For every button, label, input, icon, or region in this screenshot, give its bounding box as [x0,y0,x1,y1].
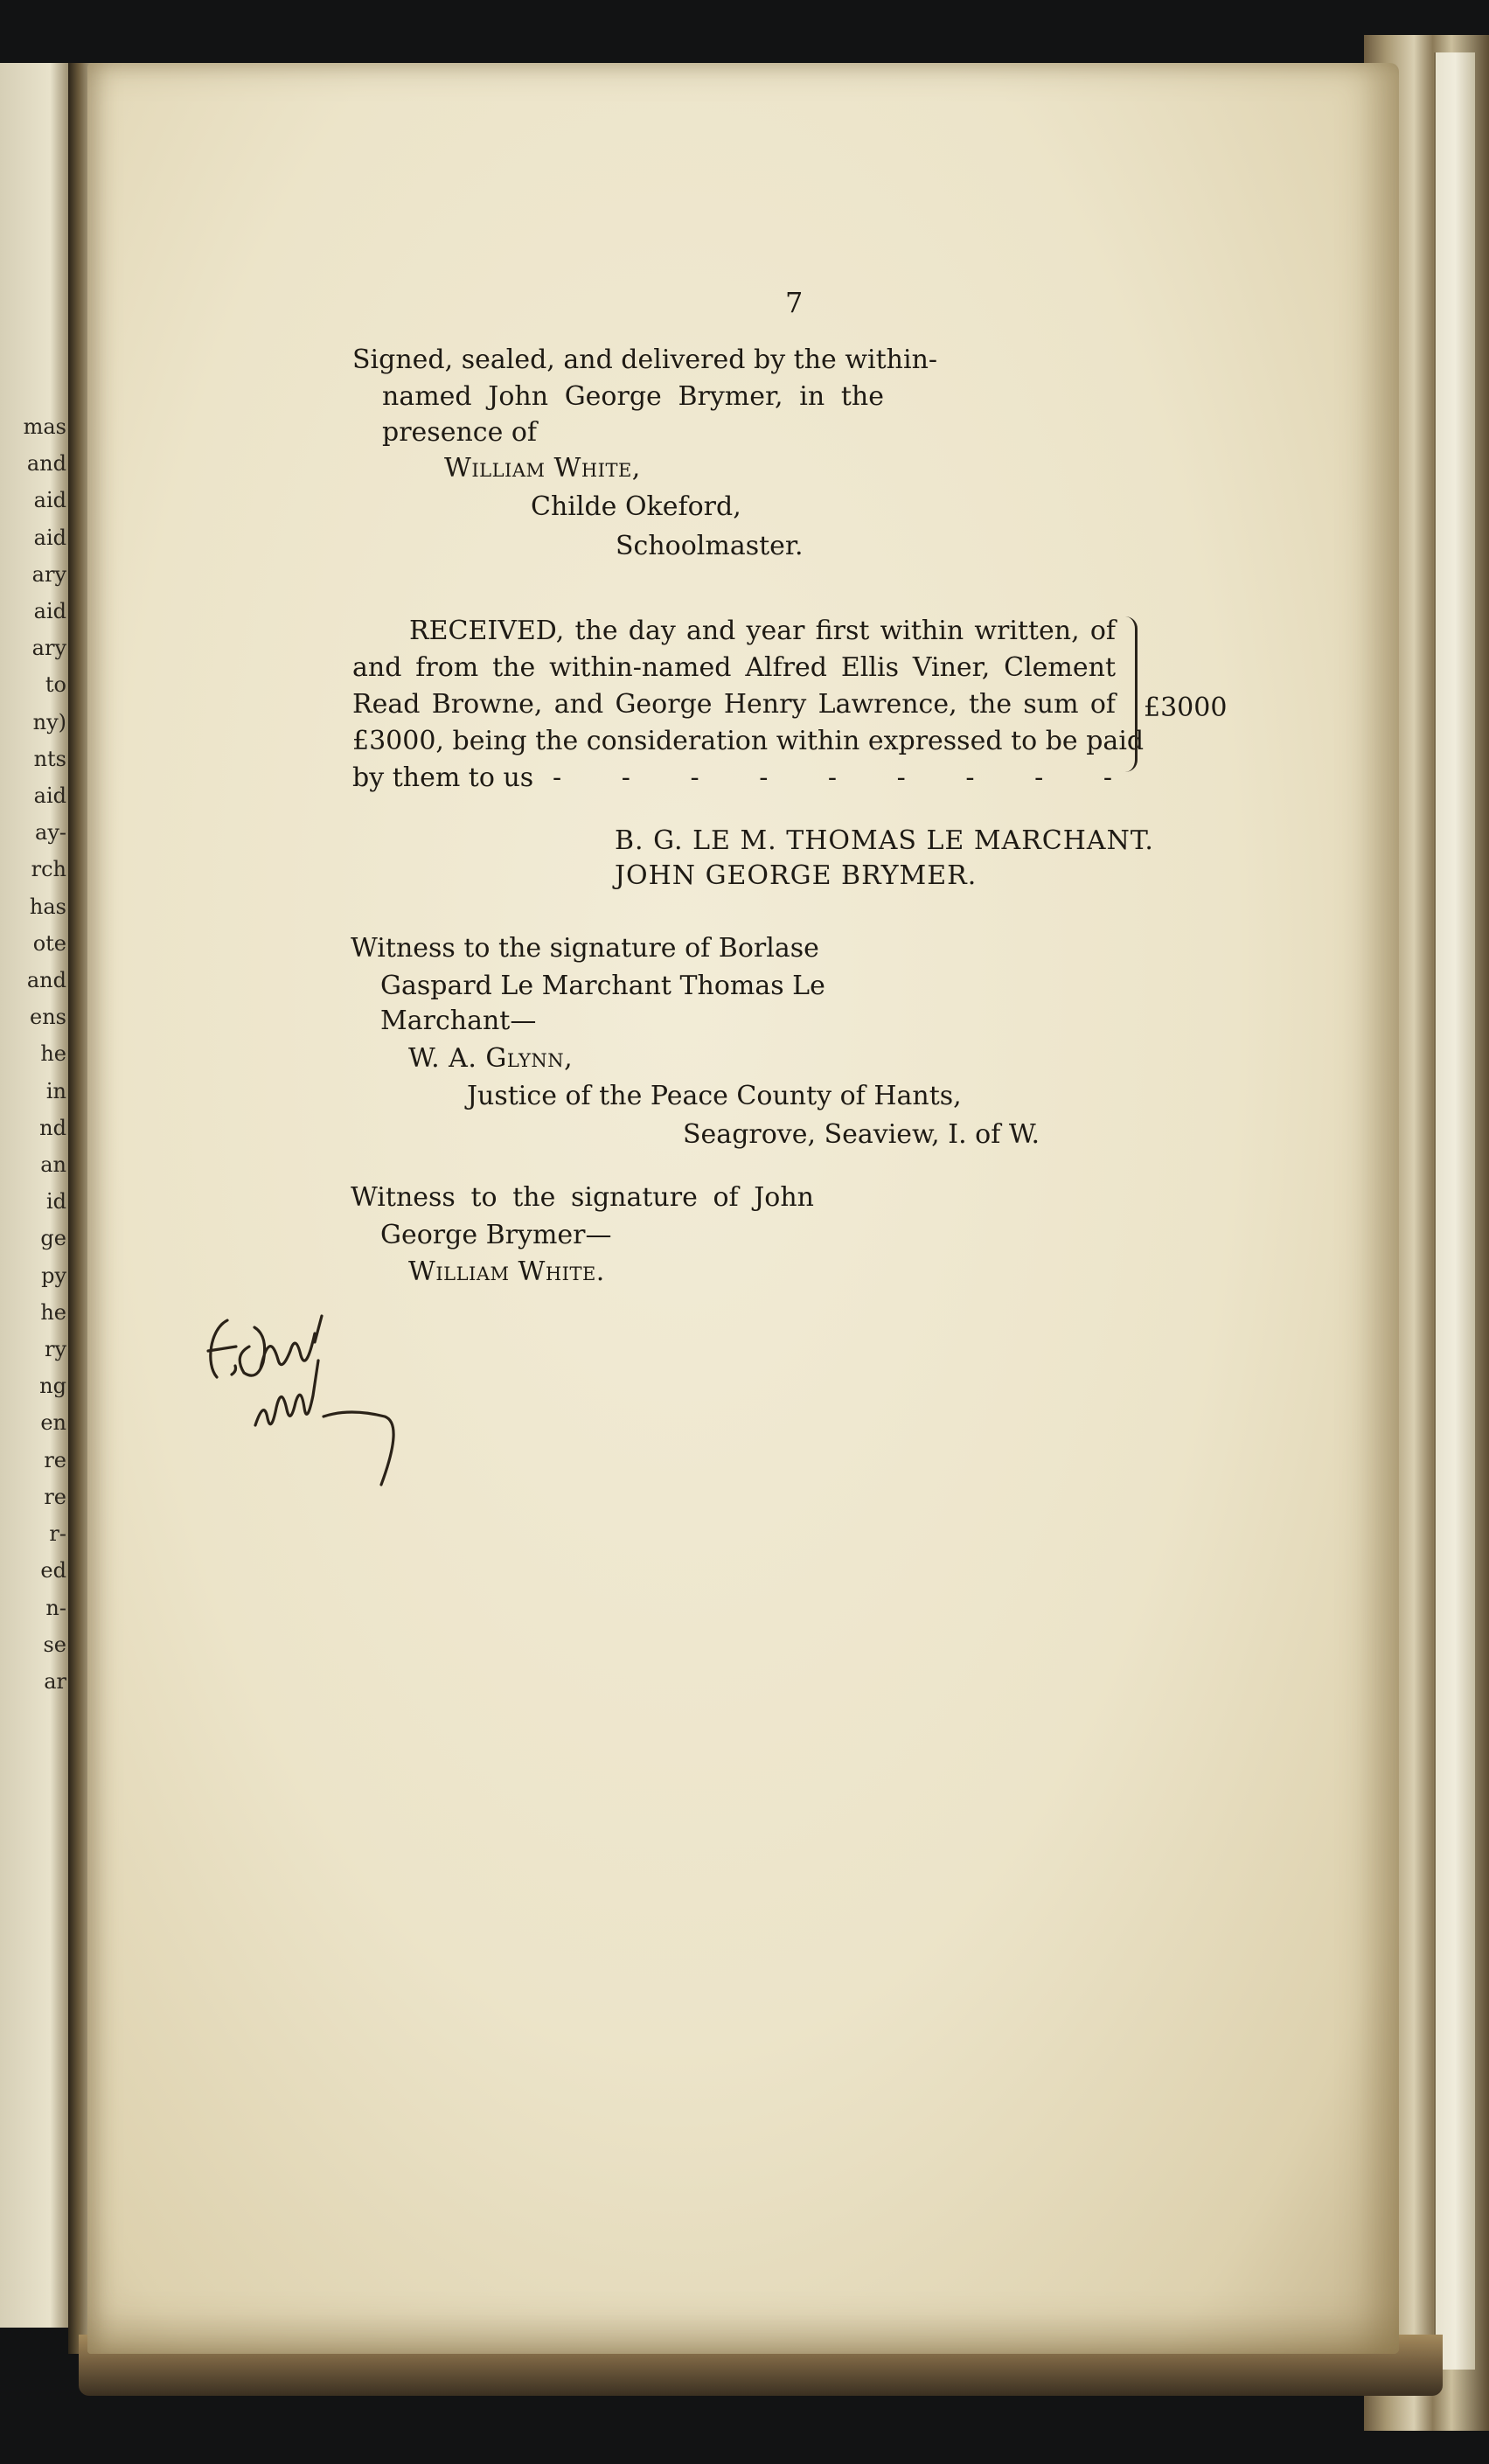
witness2-line-2: George Brymer— [380,1220,612,1250]
witness1-address: Seagrove, Seaview, I. of W. [683,1119,1040,1150]
witness1-line-1: Witness to the signature of Borlase [351,933,819,964]
execution-witness-name: William White, [444,453,641,484]
receipt-line-3: Read Browne, and George Henry Lawrence, the sum of [352,689,1116,720]
receipt-line-4: £3000, being the consideration within expressed to be paid [352,726,1145,756]
handwritten-annotation-icon [201,1294,428,1495]
receipt-line-2: and from the within-named Alfred Ellis Viner, Clement [352,652,1116,683]
witness1-name: W. A. Glynn, [408,1043,574,1074]
receipt-line-1-text: the day and year first within written, of [574,616,1116,646]
receipt-amount: £3000 [1144,693,1228,723]
execution-line-1: Signed, sealed, and delivered by the within- [352,345,938,375]
receipt-line-5: by them to us [352,762,534,793]
page-number: 7 [785,286,804,319]
execution-witness-occupation: Schoolmaster. [616,531,804,561]
execution-line-2: named John George Brymer, in the [382,381,884,412]
execution-line-3: presence of [382,417,538,448]
adjacent-sheet-edge [1434,52,1475,2370]
receipt-brace [1117,616,1138,772]
receipt-dash-leader: - - - - - - - - - [553,762,1112,793]
witness2-line-1: Witness to the signature of John [351,1182,814,1213]
facing-page [0,63,72,2328]
witness2-name: William White. [408,1256,605,1287]
receipt-lead: RECEIVED, [409,616,565,646]
receipt-line-1 [409,614,1116,649]
execution-witness-place: Childe Okeford, [531,491,741,522]
signatory-line-2: JOHN GEORGE BRYMER. [615,860,978,891]
facing-page-text-fragments: mas and aid aid ary aid ary to ny) nts aid ay- rch has ote and ens he in nd an id ge py he ry ng en re re r- ed n- se ar [23,414,66,1694]
witness1-line-2: Gaspard Le Marchant Thomas Le [380,971,825,1001]
witness1-title: Justice of the Peace County of Hants, [467,1081,962,1111]
signatory-line-1: B. G. LE M. THOMAS LE MARCHANT. [615,825,1154,856]
witness1-line-3: Marchant— [380,1006,537,1036]
